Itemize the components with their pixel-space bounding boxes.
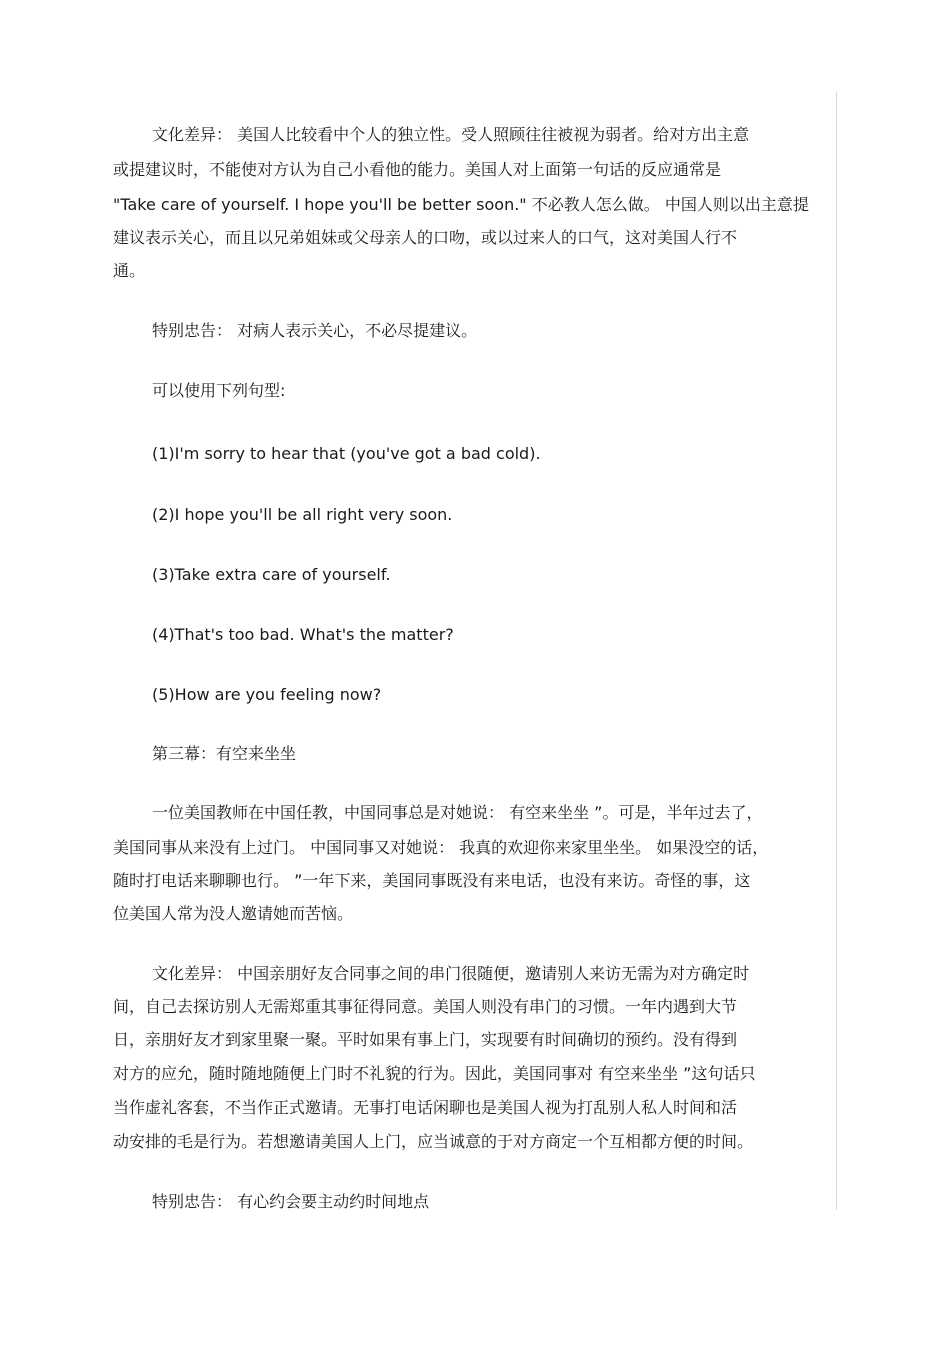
paragraph-3-line-6: 动安排的毛是行为。若想邀请美国人上门，应当诚意的于对方商定一个互相都方便的时间。	[113, 1132, 754, 1151]
paragraph-3-line-2: 间，自己去探访别人无需郑重其事征得同意。美国人则没有串门的习惯。一年内遇到大节	[113, 997, 738, 1016]
scene-title: 第三幕：有空来坐坐	[152, 744, 297, 763]
pattern-item: (5)How are you feeling now?	[152, 685, 382, 704]
paragraph-2-line-1: 一位美国教师在中国任教，中国同事总是对她说： 有空来坐坐 ”。可是，半年过去了，	[152, 803, 763, 822]
pattern-item: (3)Take extra care of yourself.	[152, 565, 391, 584]
paragraph-1-line-4: 建议表示关心，而且以兄弟姐妹或父母亲人的口吻，或以过来人的口气，这对美国人行不	[113, 228, 738, 247]
paragraph-1-line-5: 通。	[113, 261, 146, 280]
paragraph-1-line-2: 或提建议时，不能使对方认为自己小看他的能力。美国人对上面第一句话的反应通常是	[113, 160, 722, 179]
paragraph-3-line-4: 对方的应允，随时随地随便上门时不礼貌的行为。因此，美国同事对 有空来坐坐 ”这句话只	[113, 1064, 756, 1083]
paragraph-3-line-5: 当作虚礼客套，不当作正式邀请。无事打电话闲聊也是美国人视为打乱别人私人时间和活	[113, 1098, 738, 1117]
pattern-item: (1)I'm sorry to hear that (you've got a bad cold).	[152, 444, 541, 463]
paragraph-2-line-2: 美国同事从来没有上过门。 中国同事又对她说： 我真的欢迎你来家里坐坐。 如果没空的话，	[113, 838, 769, 857]
advice-1: 特别忠告： 对病人表示关心，不必尽提建议。	[152, 321, 478, 340]
pattern-item: (2)I hope you'll be all right very soon.	[152, 505, 453, 524]
paragraph-3-line-3: 日，亲朋好友才到家里聚一聚。平时如果有事上门，实现要有时间确切的预约。没有得到	[113, 1030, 738, 1049]
paragraph-1-line-1: 文化差异： 美国人比较看中个人的独立性。受人照顾往往被视为弱者。给对方出主意	[152, 125, 750, 144]
patterns-intro: 可以使用下列句型:	[152, 381, 286, 400]
page-edge-divider	[836, 92, 837, 1210]
paragraph-2-line-3: 随时打电话来聊聊也行。 ”一年下来，美国同事既没有来电话，也没有来访。奇怪的事，这	[113, 871, 751, 890]
paragraph-1-line-3: "Take care of yourself. I hope you'll be better soon." 不必教人怎么做。 中国人则以出主意提	[113, 195, 809, 214]
paragraph-2-line-4: 位美国人常为没人邀请她而苦恼。	[113, 904, 354, 923]
advice-2: 特别忠告： 有心约会要主动约时间地点	[152, 1192, 430, 1211]
pattern-item: (4)That's too bad. What's the matter?	[152, 625, 454, 644]
paragraph-3-line-1: 文化差异： 中国亲朋好友合同事之间的串门很随便，邀请别人来访无需为对方确定时	[152, 964, 750, 983]
